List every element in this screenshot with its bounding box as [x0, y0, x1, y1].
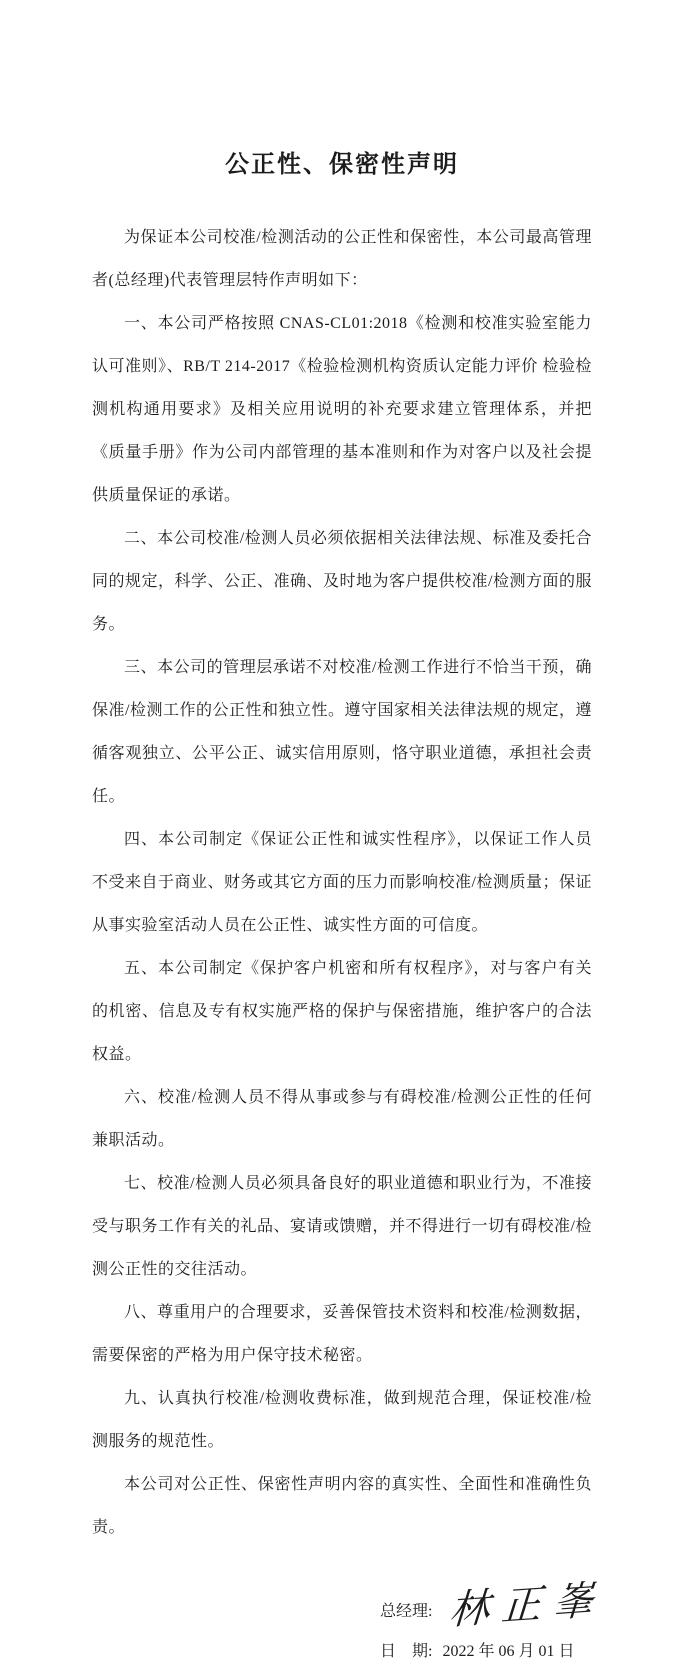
- intro-paragraph: 为保证本公司校准/检测活动的公正性和保密性，本公司最高管理者(总经理)代表管理层特作声明如下：: [92, 229, 592, 289]
- date-value: 2022 年 06 月 01 日: [442, 1643, 575, 1660]
- paragraph-item-9: 九、认真执行校准/检测收费标准，做到规范合理，保证校准/检测服务的规范性。: [92, 1390, 592, 1450]
- paragraph-item-6: 六、校准/检测人员不得从事或参与有碍校准/检测公正性的任何兼职活动。: [92, 1089, 592, 1149]
- closing-paragraph: 本公司对公正性、保密性声明内容的真实性、全面性和准确性负责。: [92, 1476, 592, 1536]
- signature-block: [380, 1565, 608, 1665]
- document-title: 公正性、保密性声明: [225, 152, 459, 178]
- paragraph-item-1: 一、本公司严格按照 CNAS-CL01:2018《检测和校准实验室能力认可准则》、RB/T 214-2017《检验检测机构资质认定能力评价 检验检测机构通用要求》及相关应用说明的补充要求建立管理体系，并把《质量手册》作为公司内部管理的基本准则和作为对客户以及社会提供质量保证的承诺。: [92, 315, 592, 504]
- paragraph-item-3: 三、本公司的管理层承诺不对校准/检测工作进行不恰当干预，确保准/检测工作的公正性和独立性。遵守国家相关法律法规的规定，遵循客观独立、公平公正、诚实信用原则，恪守职业道德，承担社会责任。: [92, 659, 592, 805]
- handwritten-signature: 林正峯: [448, 1576, 608, 1634]
- date-row: [380, 1639, 592, 1665]
- signer-role-label: 总经理:: [380, 1603, 433, 1620]
- paragraph-item-7: 七、校准/检测人员必须具备良好的职业道德和职业行为，不准接受与职务工作有关的礼品、宴请或馈赠，并不得进行一切有碍校准/检测公正性的交往活动。: [92, 1175, 592, 1278]
- paragraph-item-8: 八、尊重用户的合理要求，妥善保管技术资料和校准/检测数据，需要保密的严格为用户保守技术秘密。: [92, 1304, 592, 1364]
- signer-row: [380, 1565, 608, 1634]
- paragraph-item-5: 五、本公司制定《保护客户机密和所有权程序》，对与客户有关的机密、信息及专有权实施严格的保护与保密措施，维护客户的合法权益。: [92, 960, 592, 1063]
- paragraph-item-4: 四、本公司制定《保证公正性和诚实性程序》，以保证工作人员不受来自于商业、财务或其它方面的压力而影响校准/检测质量；保证从事实验室活动人员在公正性、诚实性方面的可信度。: [92, 831, 592, 934]
- date-label: 日 期:: [380, 1643, 433, 1660]
- paragraph-item-2: 二、本公司校准/检测人员必须依据相关法律法规、标准及委托合同的规定，科学、公正、准确、及时地为客户提供校准/检测方面的服务。: [92, 530, 592, 633]
